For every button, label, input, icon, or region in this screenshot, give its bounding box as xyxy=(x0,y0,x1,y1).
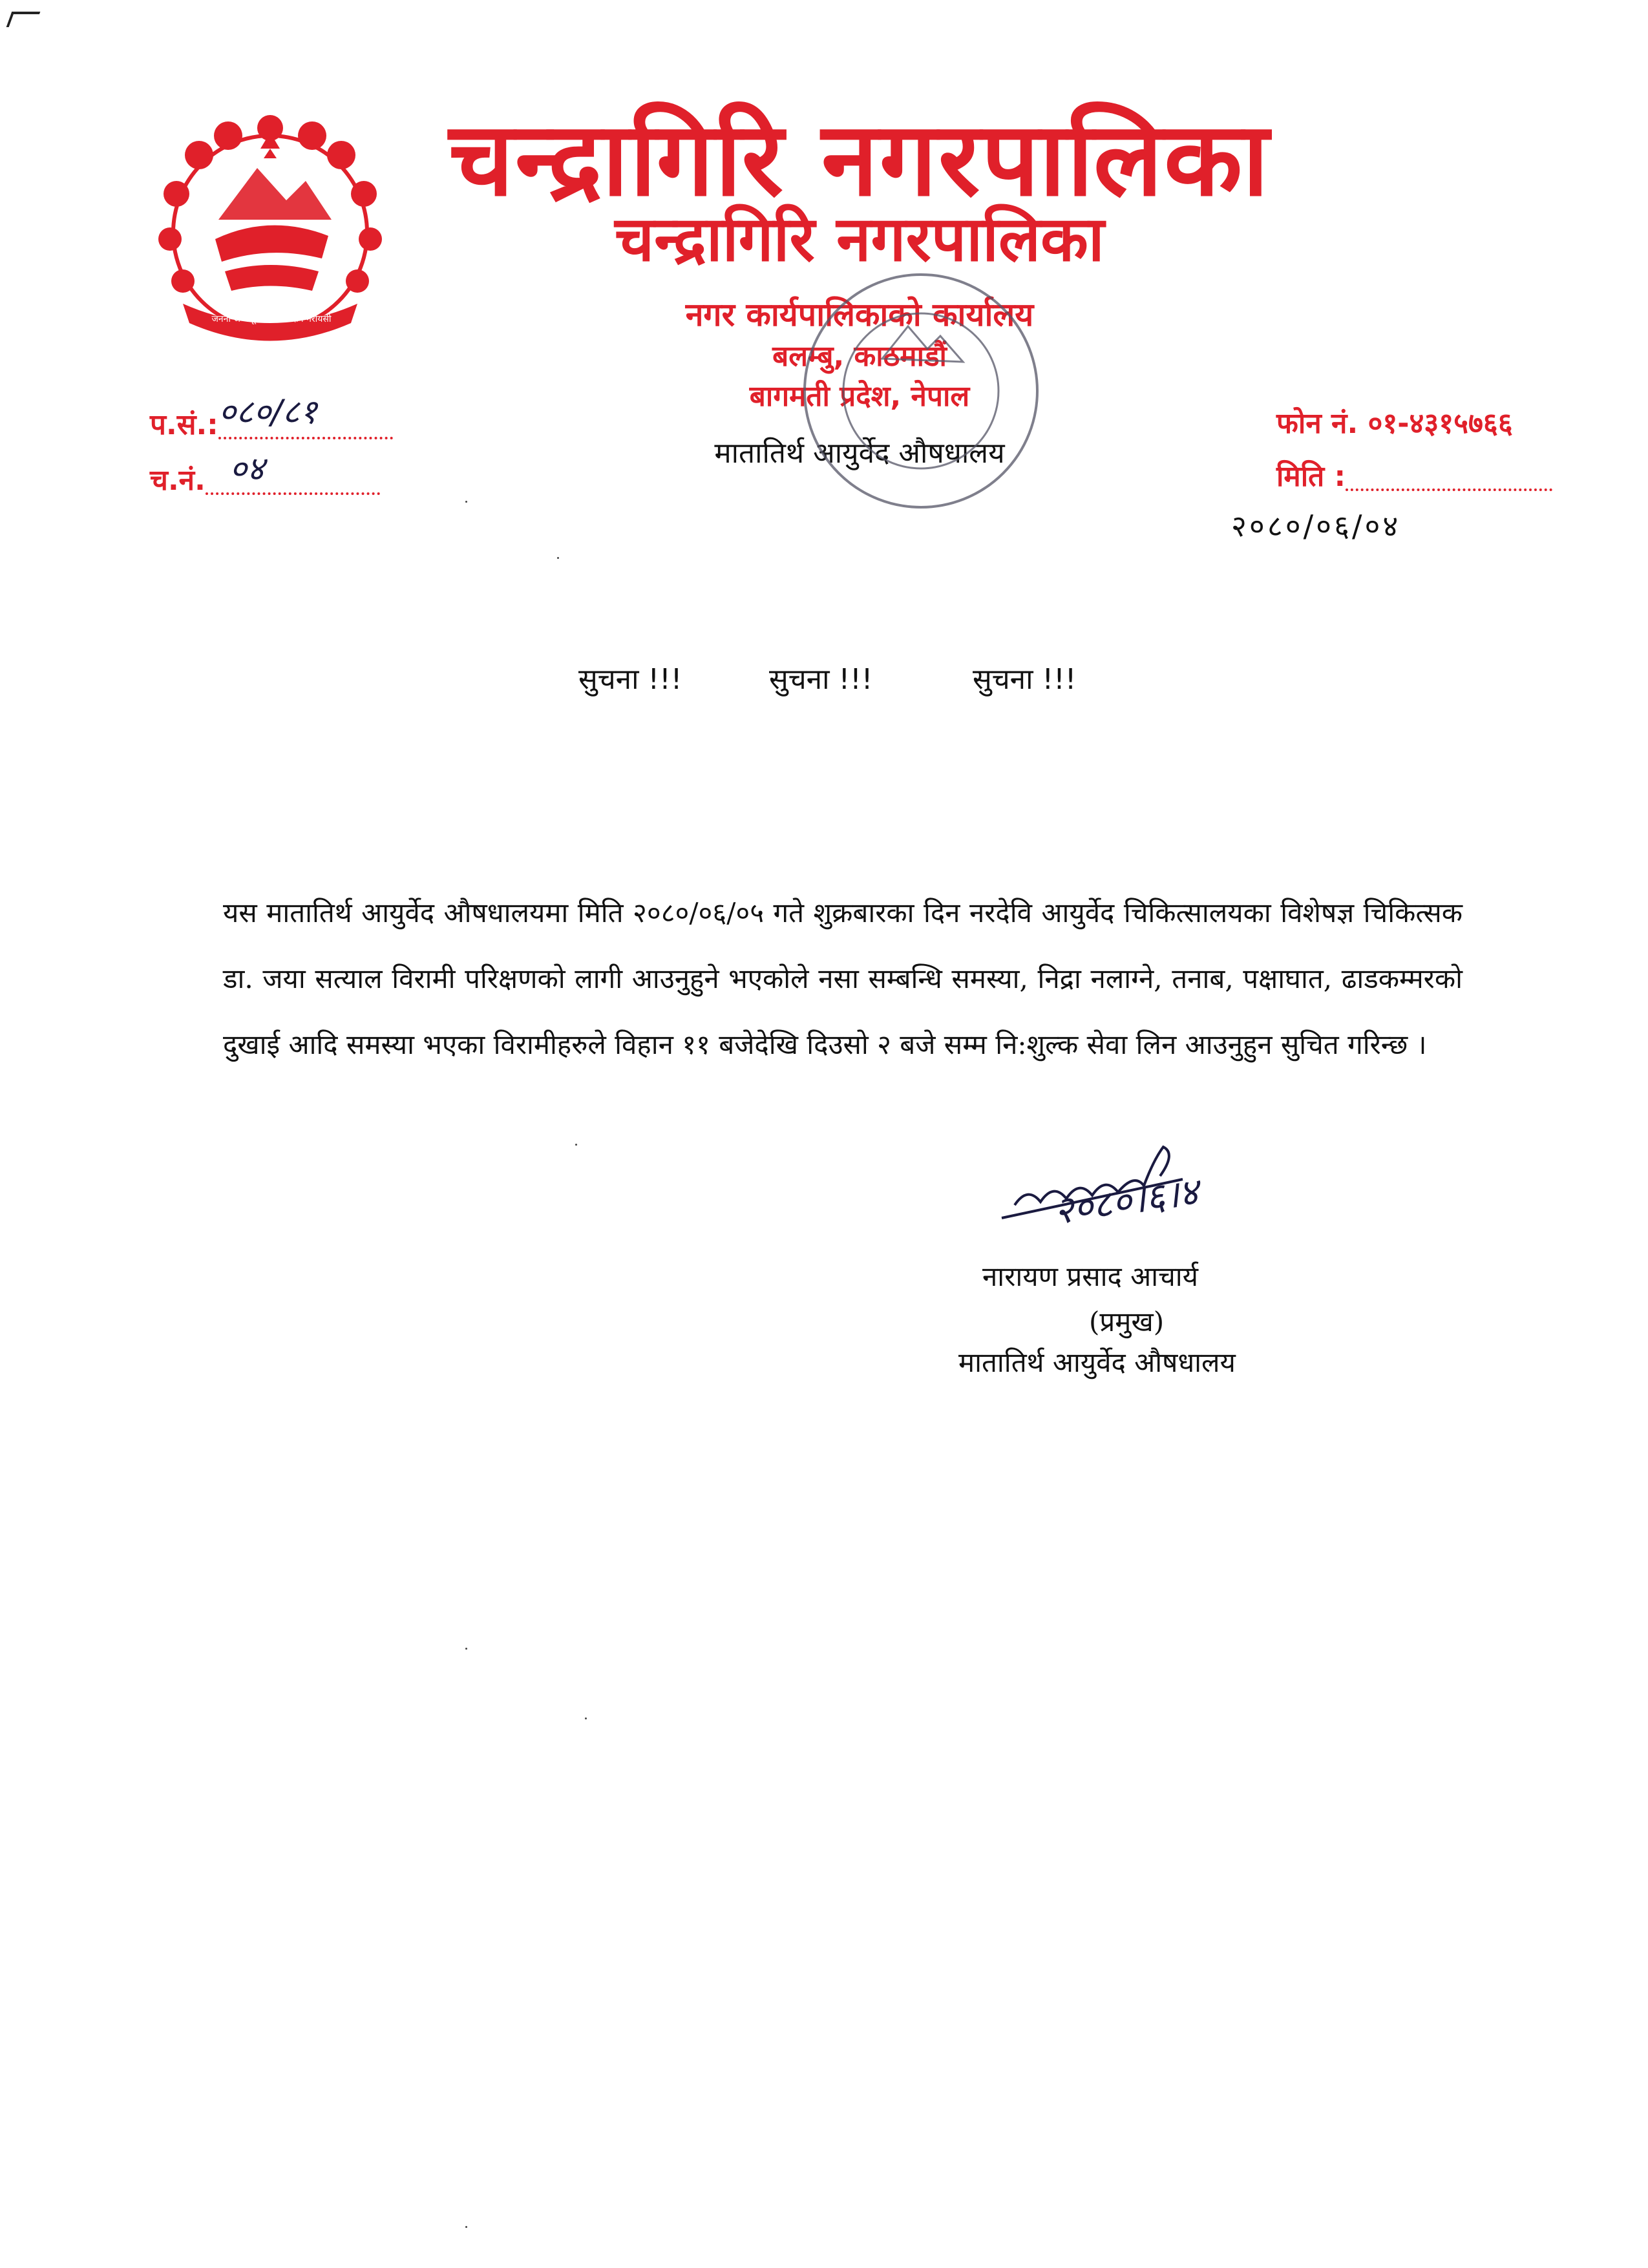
emblem-motto: जननी जन्मभूमिश्च स्वर्गादपि गरीयसी xyxy=(211,314,332,324)
signatory-org: मातातिर्थ आयुर्वेद औषधालय xyxy=(958,1347,1236,1378)
notice-heading-1: सुचना !!! xyxy=(578,663,682,696)
date-label: मिति : xyxy=(1276,463,1552,491)
municipality-title-secondary: चन्द्रागिरि नगरपालिका xyxy=(615,203,1104,275)
notice-heading-2: सुचना !!! xyxy=(769,663,873,696)
ref-number-label: प.सं.: xyxy=(150,411,393,439)
dispatch-number-label: च.नं. xyxy=(150,467,380,495)
signatory-role: (प्रमुख) xyxy=(1089,1306,1165,1338)
phone-number: फोन नं. ०१-४३१५७६६ xyxy=(1276,407,1513,440)
scan-speck xyxy=(465,2226,467,2228)
notice-heading-3: सुचना !!! xyxy=(973,663,1077,696)
handwritten-date: २०८०।६।४ xyxy=(1051,1169,1201,1234)
ref-number-value: ०८०/८१ xyxy=(218,393,317,432)
dispatch-number-value: ०४ xyxy=(229,450,265,488)
municipality-title: चन्द्रागिरि नगरपालिका xyxy=(449,100,1271,219)
address-line-2: बागमती प्रदेश, नेपाल xyxy=(749,380,970,413)
scan-corner-mark xyxy=(6,12,41,27)
notice-body: यस मातातिर्थ आयुर्वेद औषधालयमा मिति २०८०/०६/०५ गते शुक्रबारका दिन नरदेवि आयुर्वेद चिकित्सालयका विशेषज्ञ चिकित्सक डा. जया सत्याल विरामी परिक्षणको लागी आउनुहुने भएकोले नसा सम्बन्धि समस्या, निद्रा नलाग्ने, तनाब, पक्षाघात, ढाडकम्मरको दुखाई आदि समस्या भएका विरामीहरुले विहान ११ बजेदेखि दिउसो २ बजे सम्म नि:शुल्क सेवा लिन आउनुहुन सुचित गरिन्छ । xyxy=(223,897,1463,1060)
scan-speck xyxy=(465,1648,467,1650)
date-value: २०८०/०६/०४ xyxy=(1231,509,1401,543)
unit-name: मातातिर्थ आयुर्वेद औषधालय xyxy=(714,437,1005,470)
scan-speck xyxy=(575,1144,577,1146)
scan-speck xyxy=(557,557,559,559)
scan-speck xyxy=(465,501,467,503)
signatory-name: नारायण प्रसाद आचार्य xyxy=(982,1261,1198,1292)
address-line-1: बलम्बु, काठमाडौं xyxy=(772,340,947,373)
scan-speck xyxy=(585,1717,587,1719)
office-name: नगर कार्यपालिकाको कार्यालय xyxy=(685,296,1034,333)
office-stamp xyxy=(785,255,1057,527)
